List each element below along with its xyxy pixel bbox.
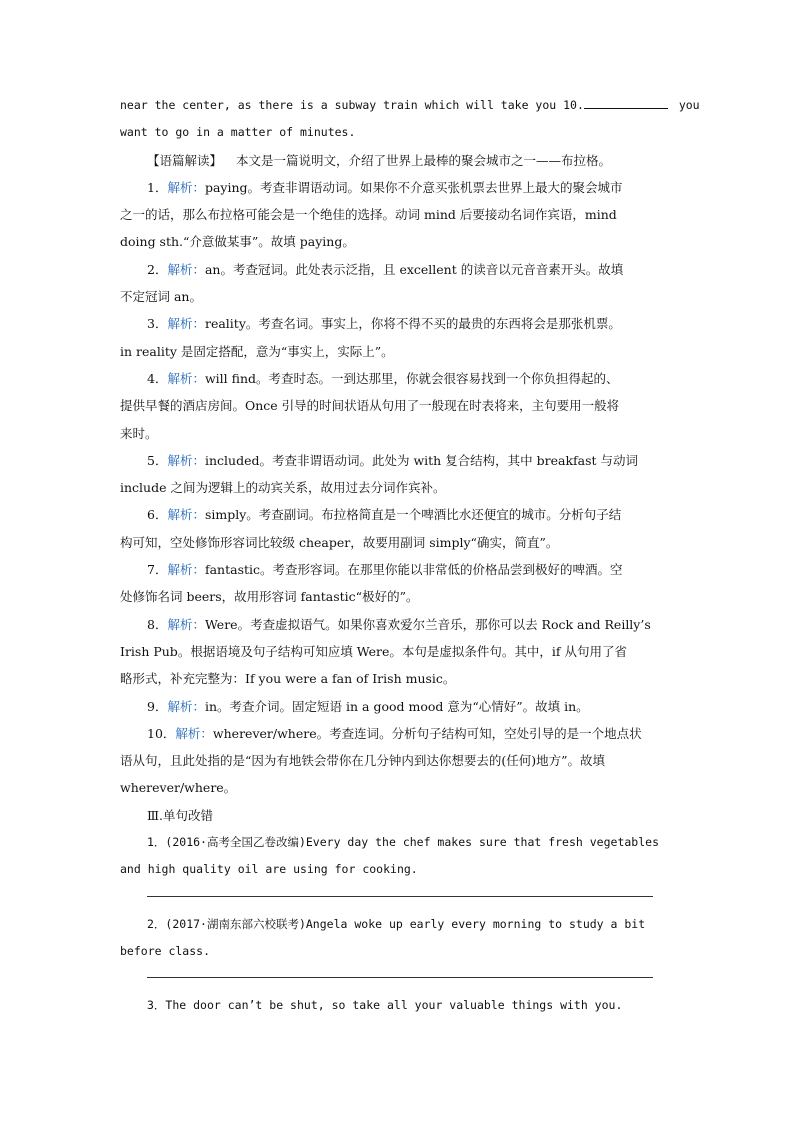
explanation-line (120, 256, 696, 283)
explanation-line (120, 501, 696, 528)
exercise-line: 2．(2017·湖南东部六校联考)Angela woke up early every morning to study a bit (147, 916, 646, 931)
explanation-text: include 之间为逻辑上的动宾关系，故用过去分词作宾补。 (120, 480, 446, 496)
explanation-line (120, 556, 696, 583)
explanation-line (120, 228, 696, 255)
explanation-text: 语从句，且此处指的是“因为有地铁会带你在几分钟内到达你想要去的(任何)地方”。故填 (120, 753, 606, 769)
explanation-text: in。考查介词。固定短语 in a good mood 意为“心情好”。故填 in。 (204, 698, 589, 714)
explanation-text: an。考查冠词。此处表示泛指，且 excellent 的读音以元音音素开头。故填 (204, 261, 624, 277)
reading-text: 本文是一篇说明文，介绍了世界上最棒的聚会城市之一——布拉格。 (236, 152, 612, 168)
explanation-text: reality。考查名词。事实上，你将不得不买的最贵的东西将会是那张机票。 (204, 316, 621, 332)
item-number: 8． (147, 616, 168, 632)
explanation-line (120, 447, 696, 474)
explanation-text: 提供早餐的酒店房间。Once 引导的时间状语从句用了一般现在时表将来，主句要用一般将 (120, 398, 620, 414)
item-number: 5． (147, 452, 168, 468)
jiexi-label: 解析： (167, 370, 205, 386)
explanation-line (120, 310, 696, 337)
jiexi-label: 解析： (167, 616, 205, 632)
explanation-text: 来时。 (120, 425, 158, 441)
item-number: 6． (147, 507, 168, 523)
explanation-line (120, 420, 696, 447)
explanation-line (120, 201, 696, 228)
explanation-line (120, 392, 696, 419)
jiexi-label: 解析： (167, 179, 205, 195)
item-number: 3． (147, 316, 168, 332)
explanation-line (120, 665, 696, 692)
jiexi-label: 解析： (175, 725, 213, 741)
exercise-list (120, 829, 696, 1019)
jiexi-label: 解析： (167, 452, 205, 468)
explanation-text: Irish Pub。根据语境及句子结构可知应填 Were。本句是虚拟条件句。其中，if 从句用了省 (120, 643, 627, 659)
passage-line-1: near the center, as there is a subway train which will take you 10. you (120, 98, 700, 112)
explanation-line (120, 774, 696, 801)
explanation-text: wherever/where。考查连词。分析句子结构可知，空处引导的是一个地点状 (212, 725, 642, 741)
item-number: 7． (147, 562, 168, 578)
jiexi-label: 解析： (167, 507, 205, 523)
explanation-text: in reality 是固定搭配，意为“事实上，实际上”。 (120, 343, 394, 359)
section-title: Ⅲ.单句改错 (147, 807, 214, 823)
explanation-text: 略形式，补充完整为：If you were a fan of Irish music。 (120, 671, 456, 687)
explanation-line (120, 338, 696, 365)
explanation-line (120, 693, 696, 720)
explanation-text: will find。考查时态。一到达那里，你就会很容易找到一个你负担得起的、 (204, 370, 619, 386)
exercise-line: 3．The door can’t be shut, so take all your valuable things with you. (147, 998, 623, 1013)
explanation-line (120, 583, 696, 610)
explanation-text: 不定冠词 an。 (120, 289, 202, 305)
explanation-line (120, 638, 696, 665)
explanation-text: 处修饰名词 beers，故用形容词 fantastic“极好的”。 (120, 589, 419, 605)
explanation-line (120, 747, 696, 774)
jiexi-label: 解析： (167, 261, 205, 277)
item-number: 4． (147, 370, 168, 386)
explanation-line (120, 283, 696, 310)
jiexi-label: 解析： (167, 316, 205, 332)
item-number: 9． (147, 698, 168, 714)
jiexi-label: 解析： (167, 698, 205, 714)
explanation-text: doing sth.“介意做某事”。故填 paying。 (120, 234, 355, 250)
reading-label: 【语篇解读】 (147, 152, 223, 168)
explanation-line (120, 611, 696, 638)
explanation-line (120, 174, 696, 201)
answer-line[interactable] (147, 896, 653, 897)
explanation-text: fantastic。考查形容词。在那里你能以非常低的价格品尝到极好的啤酒。空 (204, 562, 623, 578)
document-page (120, 92, 700, 1020)
explanation-text: paying。考查非谓语动词。如果你不介意买张机票去世界上最大的聚会城市 (204, 179, 623, 195)
explanation-text: included。考查非谓语动词。此处为 with 复合结构，其中 breakfast 与动词 (204, 452, 639, 468)
jiexi-label: 解析： (167, 562, 205, 578)
explanation-text: 构可知，空处修饰形容词比较级 cheaper，故要用副词 simply“确实，简直”。 (120, 534, 559, 550)
answer-line[interactable] (147, 977, 653, 978)
item-number: 10． (147, 725, 176, 741)
explanation-text: simply。考查副词。布拉格简直是一个啤酒比水还便宜的城市。分析句子结 (204, 507, 622, 523)
passage-line-2: want to go in a matter of minutes. (120, 125, 356, 140)
explanation-text: Were。考查虚拟语气。如果你喜欢爱尔兰音乐，那你可以去 Rock and Reilly’s (204, 616, 651, 632)
reading-summary (120, 147, 696, 174)
item-number: 2． (147, 261, 168, 277)
exercise-line: before class. (120, 943, 211, 958)
exercise-line: 1．(2016·高考全国乙卷改编)Every day the chef makes sure that fresh vegetables (147, 835, 659, 850)
explanation-line (120, 474, 696, 501)
explanation-line (120, 529, 696, 556)
explanation-text: wherever/where。 (120, 780, 237, 796)
answer-blank (584, 96, 668, 109)
explanation-line (120, 720, 696, 747)
item-number: 1． (147, 179, 168, 195)
explanation-text: 之一的话，那么布拉格可能会是一个绝佳的选择。动词 mind 后要接动名词作宾语，mind (120, 207, 617, 223)
explanation-line (120, 365, 696, 392)
exercise-line: and high quality oil are using for cooking. (120, 862, 418, 877)
explanation-list (120, 174, 696, 802)
